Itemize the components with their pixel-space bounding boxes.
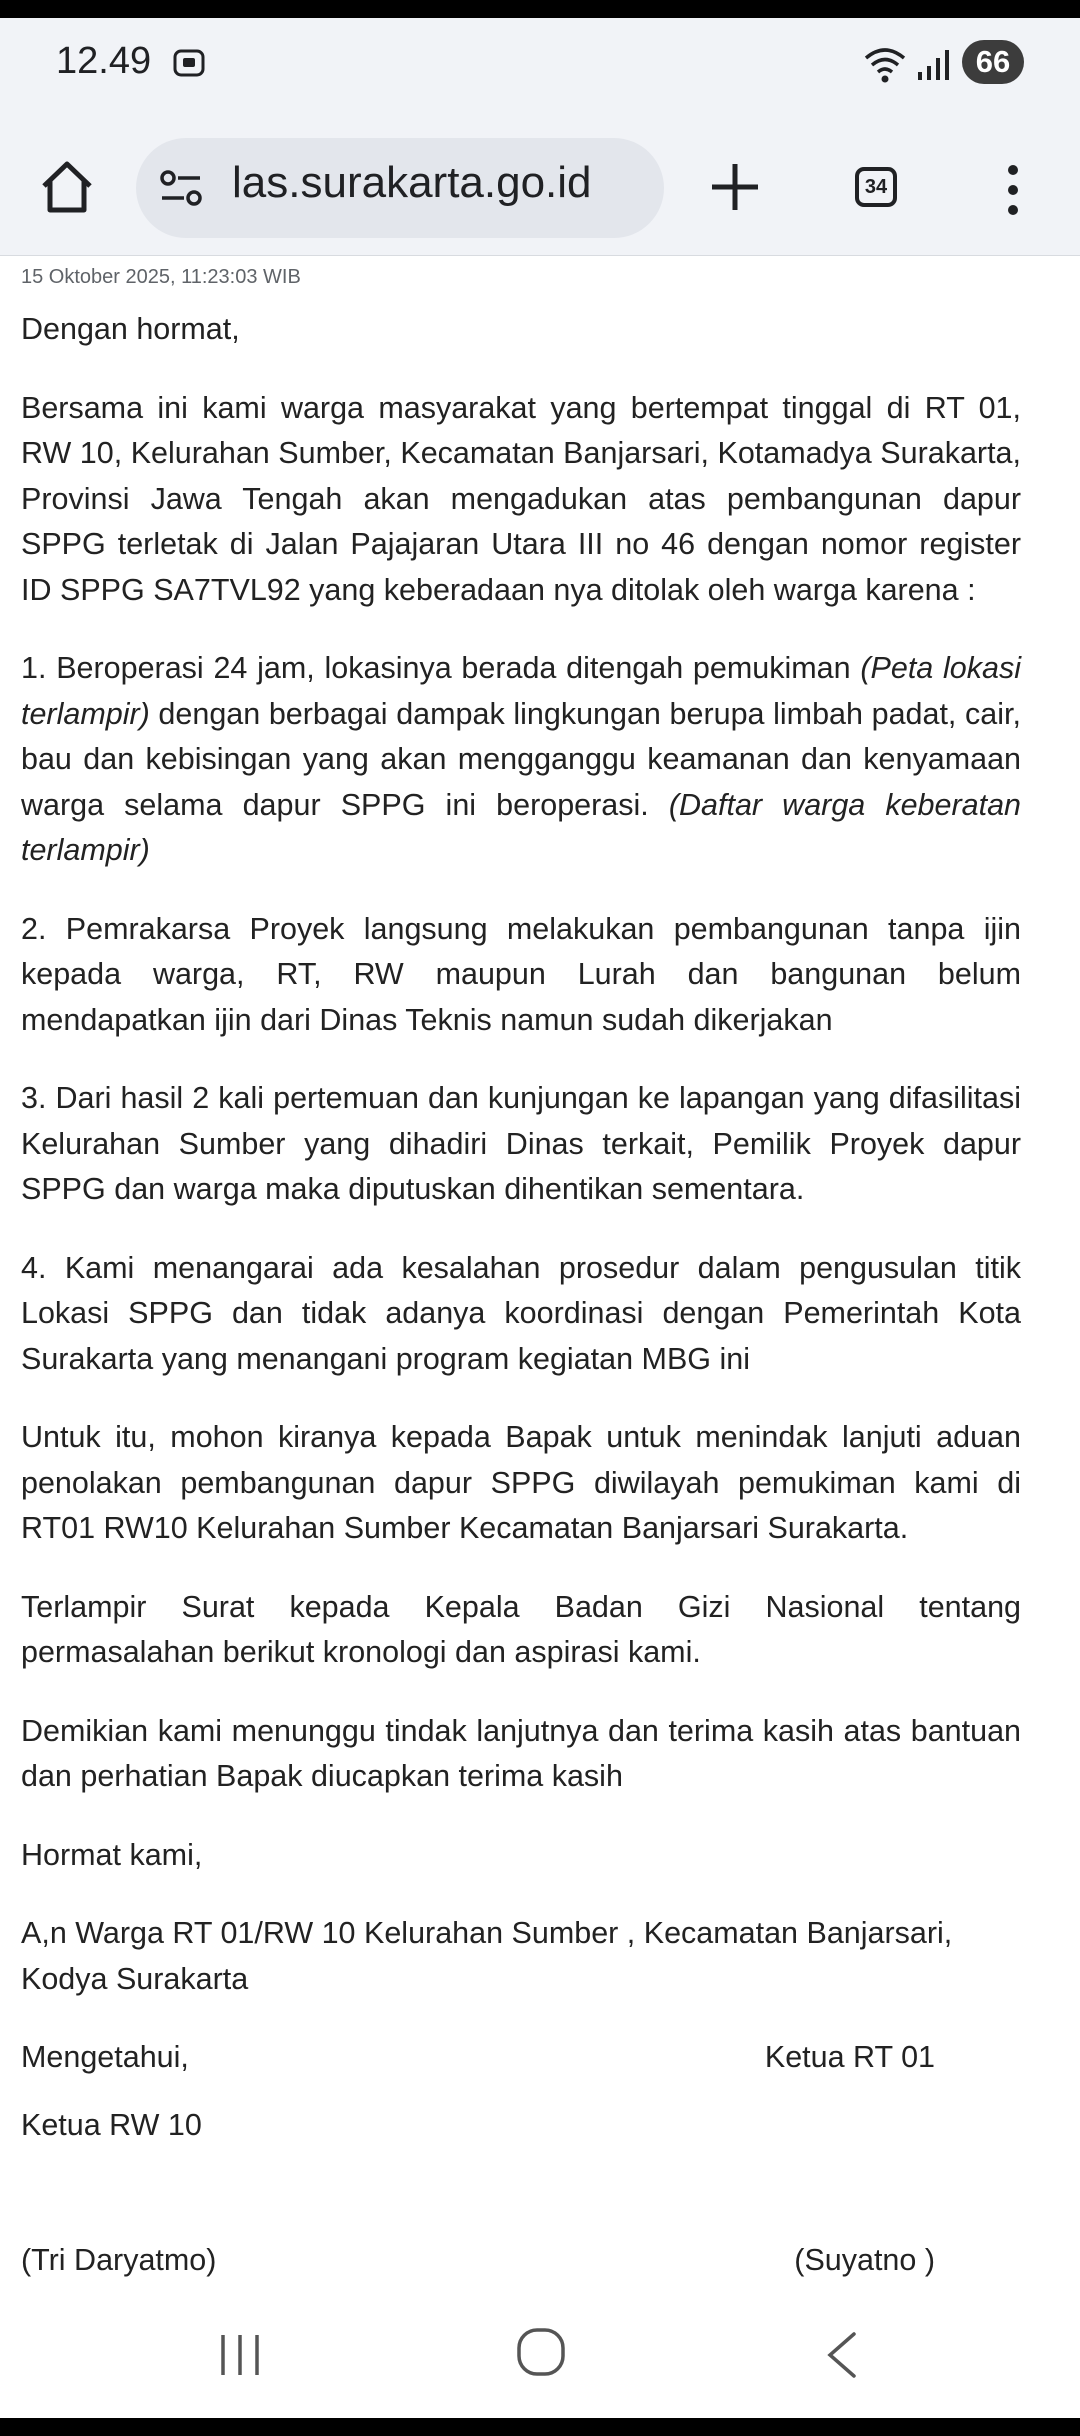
signature-names-row [21,2238,1021,2284]
acknowledged-label: Mengetahui, [21,2040,189,2074]
point-3: 3. Dari hasil 2 kali pertemuan dan kunjungan ke lapangan yang difasilitasi Kelurahan Sumber yang dihadiri Dinas terkait, Pemilik Proyek dapur SPPG dan warga maka diputuskan dihentikan sementara. [21,1081,1021,1206]
home-button[interactable] [36,156,98,218]
point-1-note-list: (Daftar warga keberatan terlampir) [21,787,1021,867]
bottom-edge [0,2418,1080,2436]
rw-title: Ketua RW 10 [21,2107,202,2142]
signal-icon [916,48,952,82]
document-timestamp: 15 Oktober 2025, 11:23:03 WIB [21,266,301,288]
point-1 [21,646,1021,874]
rt-title: Ketua RT 01 [764,2040,935,2074]
point-4: 4. Kami menangarai ada kesalahan prosedur dalam pengusulan titik Lokasi SPPG dan tidak adanya koordinasi dengan Pemerintah Kota Surakarta yang menangani program kegiatan MBG ini [21,1250,1021,1376]
document-content [21,258,1021,2284]
browser-toolbar [0,118,1080,256]
sender: A,n Warga RT 01/RW 10 Kelurahan Sumber , Kecamatan Banjarsari, Kodya Surakarta [21,1916,953,1996]
status-time: 12.49 [56,40,152,82]
battery-indicator: 66 [962,40,1024,84]
regards: Hormat kami, [21,1837,203,1872]
point-1-note-map: (Peta lokasi terlampir) [21,651,1021,731]
url-text[interactable]: las.surakarta.go.id [232,158,592,207]
rw-signatory-name: (Tri Daryatmo) [21,2243,217,2277]
closing-paragraph: Demikian kami menunggu tindak lanjutnya dan terima kasih atas bantuan dan perhatian Bapak diucapkan terima kasih [21,1713,1021,1793]
rt-signatory-name: (Suyatno ) [794,2243,935,2277]
point-1-text-a: 1. Beroperasi 24 jam, lokasinya berada ditengah pemukiman [21,651,861,685]
request-paragraph: Untuk itu, mohon kiranya kepada Bapak untuk menindak lanjuti aduan penolakan pembangunan dapur SPPG diwilayah pemukiman kami di RT01 RW10 Kelurahan Sumber Kecamatan Banjarsari Surakarta. [21,1420,1021,1545]
home-nav-button[interactable] [515,2326,567,2378]
new-tab-button[interactable] [708,160,762,214]
intro-paragraph: Bersama ini kami warga masyarakat yang bertempat tinggal di RT 01, RW 10, Kelurahan Sumber, Kecamatan Banjarsari, Kotamadya Surakarta, Provinsi Jawa Tengah akan mengadukan atas pembangunan dapur SPPG terletak di Jalan Pajajaran Utara III no 46 dengan nomor register ID SPPG SA7TVL92 yang keberadaan nya ditolak oleh warga karena : [21,390,1021,607]
system-nav-bar [0,2290,1080,2418]
tab-switcher-button[interactable]: 34 [855,167,897,207]
point-2: 2. Pemrakarsa Proyek langsung melakukan pembangunan tanpa ijin kepada warga, RT, RW maupun Lurah dan bangunan belum mendapatkan ijin dari Dinas Teknis namun sudah dikerjakan [21,911,1021,1037]
status-bar [0,18,1080,118]
attachment-paragraph: Terlampir Surat kepada Kepala Badan Gizi Nasional tentang permasalahan berikut kronologi dan aspirasi kami. [21,1589,1021,1669]
more-menu-icon[interactable] [1000,162,1026,218]
signature-titles-row [21,2035,1021,2081]
salutation: Dengan hormat, [21,312,240,346]
site-settings-icon[interactable] [158,168,204,208]
point-1-text-b: dengan berbagai dampak lingkungan berupa limbah padat, cair, bau dan kebisingan yang akan mengganggu keamanan dan kenyamaan warga selama dapur SPPG ini beroperasi. [21,696,1021,822]
wifi-icon [862,42,908,86]
top-edge [0,0,1080,18]
recent-apps-button[interactable] [215,2330,265,2380]
back-button[interactable] [822,2330,862,2380]
notification-icon [172,46,206,80]
